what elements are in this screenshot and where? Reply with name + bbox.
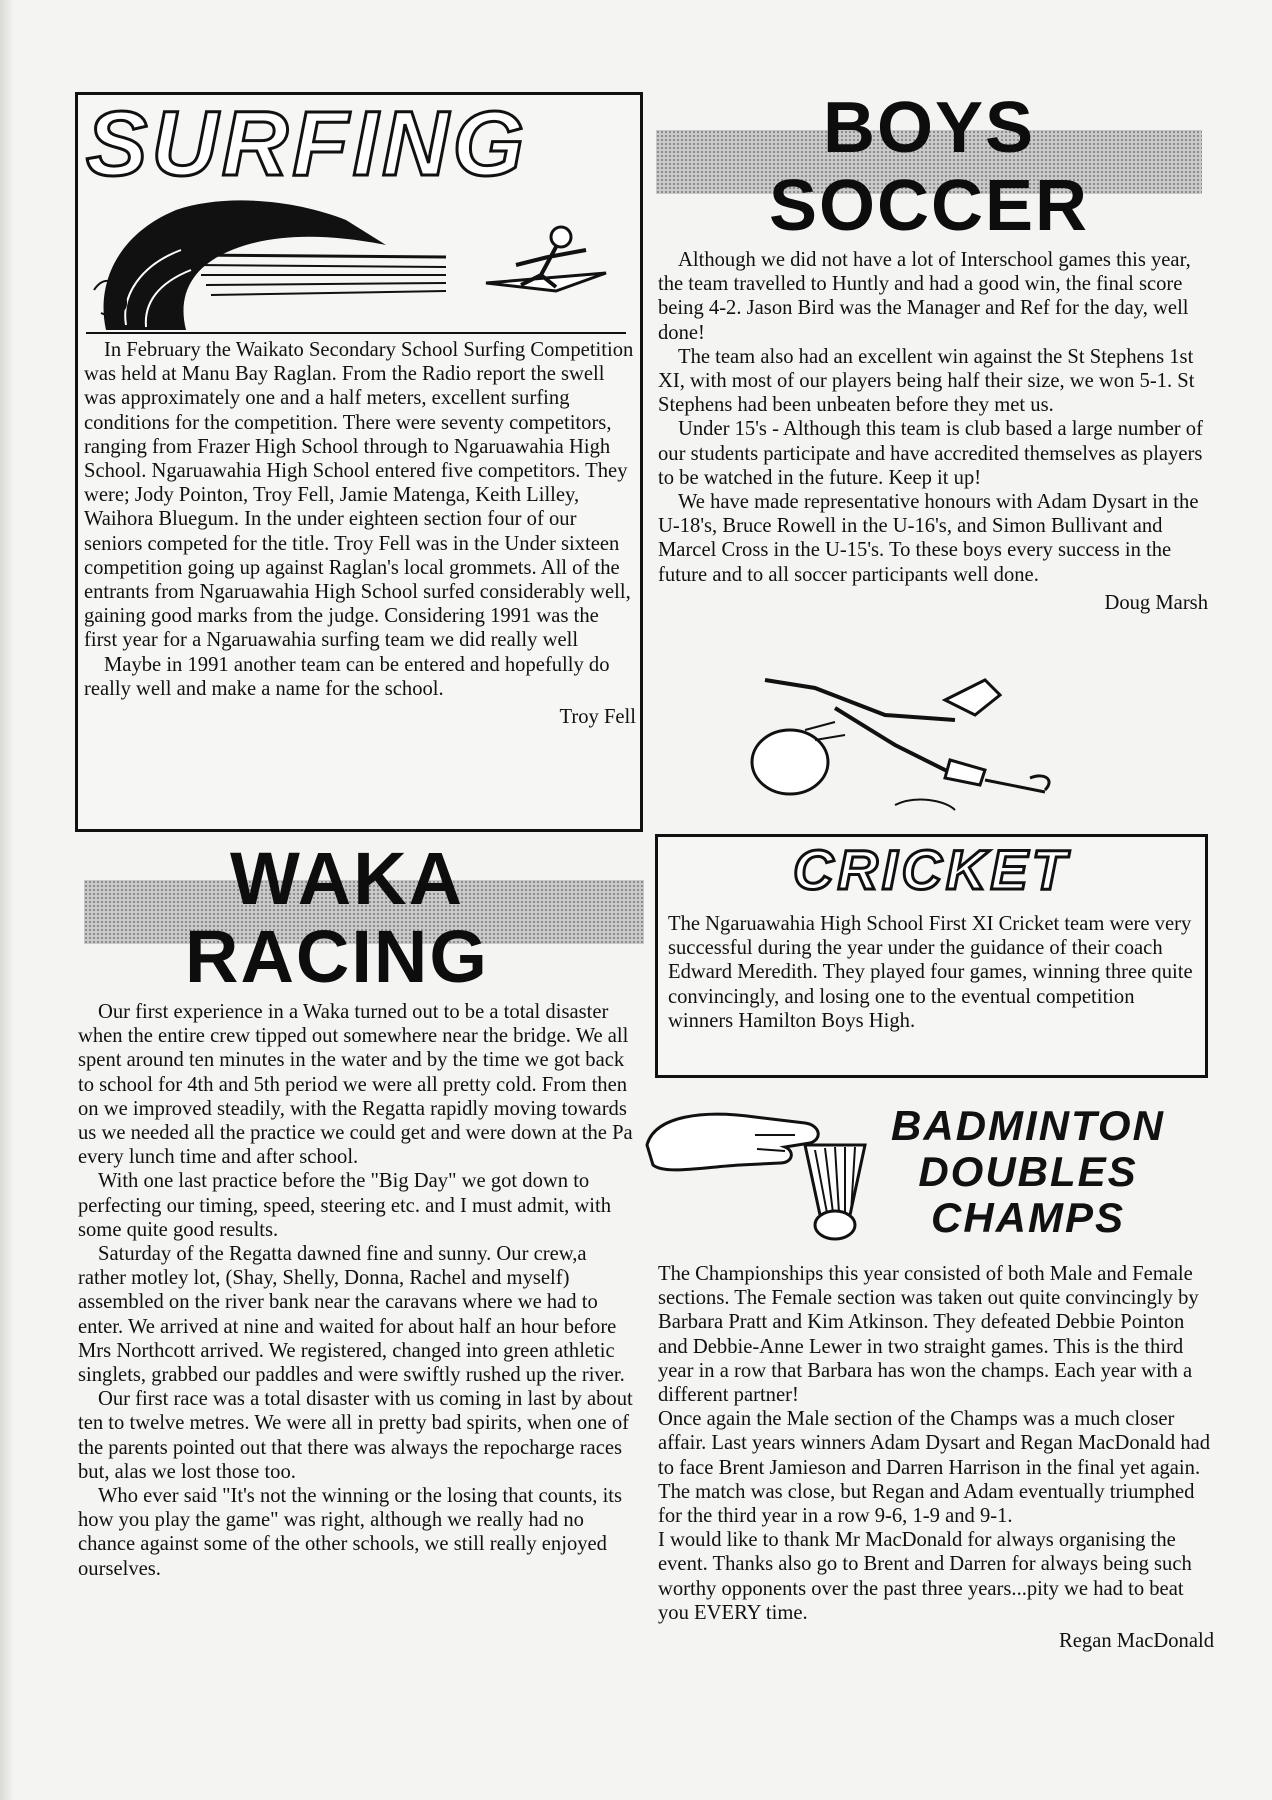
waka-paragraph: Who ever said "It's not the winning or the losing that counts, its how you play the game" was right, although we really had no chance against some of the other schools, we still really enjoyed ourselves.: [78, 1485, 623, 1580]
soccer-signature: Doug Marsh: [1104, 591, 1208, 614]
soccer-paragraph: We have made representative honours with Adam Dysart in the U-18's, Bruce Rowell in the U-16's, and Simon Bullivant and Marcel Cross in the U-15's. To these boys every success in the future and to all soccer participants well done.: [658, 491, 1199, 586]
surfing-paragraph: Maybe in 1991 another team can be entered and hopefully do really well and make a name for the school.: [84, 653, 610, 700]
soccer-paragraph: Although we did not have a lot of Interschool games this year, the team travelled to Huntly and had a good win, the final score being 4-2. Jason Bird was the Manager and Ref for the day, well done!: [658, 249, 1191, 344]
waka-title-line2: RACING: [185, 915, 489, 998]
waka-title-line1: WAKA: [230, 837, 465, 920]
badminton-title-line1: BADMINTON: [891, 1102, 1165, 1149]
soccer-paragraph: Under 15's - Although this team is club based a large number of our students participate and have accredited themselves as players to be watched in the future. Keep it up!: [658, 418, 1203, 489]
waka-paragraph: With one last practice before the "Big Day" we got down to perfecting our timing, speed, steering etc. and I must admit, with some quite good results.: [78, 1170, 612, 1241]
badminton-paragraph: The Championships this year consisted of both Male and Female sections. The Female section was taken out quite convincingly by Barbara Pratt and Kim Atkinson. They defeated Debbie Pointon and Debbie-Anne Lewer in two straight games. This is the third year in a row that Barbara has won the champs. Each year with a different partner!: [658, 1263, 1199, 1407]
surfing-title: SURFING: [86, 93, 528, 195]
soccer-body: [658, 248, 1208, 615]
waka-paragraph: Saturday of the Regatta dawned fine and sunny. Our crew,a rather motley lot, (Shay, Shelly, Donna, Rachel and myself) assembled on the river bank near the caravans where we had to enter. We arrived at nine and waited for about half an hour before Mrs Northcott arrived. We registered, changed into green athletic singlets, grabbed our paddles and were swiftly rushed up the river.: [78, 1243, 625, 1387]
badminton-title-line2: DOUBLES: [918, 1148, 1138, 1195]
badminton-paragraph: I would like to thank Mr MacDonald for always organising the event. Thanks also go to Brent and Darren for always being such worthy opponents over the past three years...pity we had to beat you EVERY time.: [658, 1529, 1192, 1624]
page-edge-shadow: [0, 0, 14, 1800]
surfing-paragraph: In February the Waikato Secondary School Surfing Competition was held at Manu Bay Raglan. From the Radio report the swell was approximately one and a half meters, excellent surfing conditions for the competition. There were seventy competitors, ranging from Frazer High School through to Ngaruawahia High School. Ngaruawahia High School entered five competitors. They were; Jody Pointon, Troy Fell, Jamie Matenga, Keith Lilley, Waihora Bluegum. In the under eighteen section four of our seniors competed for the title. Troy Fell was in the Under sixteen competition going up against Raglan's local grommets. All of the entrants from Ngaruawahia High School surfed considerably well, gaining good marks from the judge. Considering 1991 was the first year for a Ngaruawahia surfing team we did really well: [84, 339, 634, 652]
badminton-paragraph: Once again the Male section of the Champs was a much closer affair. Last years winners Adam Dysart and Regan MacDonald had to face Brent Jamieson and Darren Harrison in the final yet again. The match was close, but Regan and Adam eventually triumphed for the third year in a row 9-6, 1-9 and 9-1.: [658, 1408, 1211, 1528]
cricket-title: CRICKET: [793, 838, 1070, 901]
waka-paragraph: Our first race was a total disaster with us coming in last by about ten to twelve metres. We were all in pretty bad spirits, when one of the parents pointed out that there was always the repocharge races but, alas we lost those too.: [78, 1388, 633, 1483]
cricket-body: [668, 912, 1200, 1033]
waka-paragraph: Our first experience in a Waka turned out to be a total disaster when the entire crew tipped out somewhere near the bridge. We all spent around ten minutes in the water and by the time we got back to school for 4th and 5th period we were all pretty cold. From then on we improved steadily, with the Regatta rapidly moving towards us we needed all the practice we could get and were down at the Pa every lunch time and after school.: [78, 1001, 633, 1169]
soccer-player-illustration: [745, 660, 1075, 820]
cricket-paragraph: The Ngaruawahia High School First XI Cricket team were very successful during the year under the guidance of their coach Edward Meredith. They played four games, winning three quite convincingly, and losing one to the eventual competition winners Hamilton Boys High.: [668, 913, 1193, 1032]
surfing-body: [84, 338, 636, 729]
badminton-body: [658, 1262, 1214, 1653]
soccer-title-line1: BOYS: [822, 88, 1036, 168]
soccer-paragraph: The team also had an excellent win against the St Stephens 1st XI, with most of our players being half their size, we won 5-1. St Stephens had been unbeaten before they met us.: [658, 345, 1195, 417]
waka-body: [78, 1000, 634, 1581]
soccer-title-line2: SOCCER: [768, 166, 1090, 246]
badminton-title-line3: CHAMPS: [930, 1194, 1125, 1241]
badminton-signature: Regan MacDonald: [1059, 1630, 1214, 1653]
surfing-wave-illustration: [86, 195, 626, 335]
surfing-signature: Troy Fell: [559, 706, 636, 729]
